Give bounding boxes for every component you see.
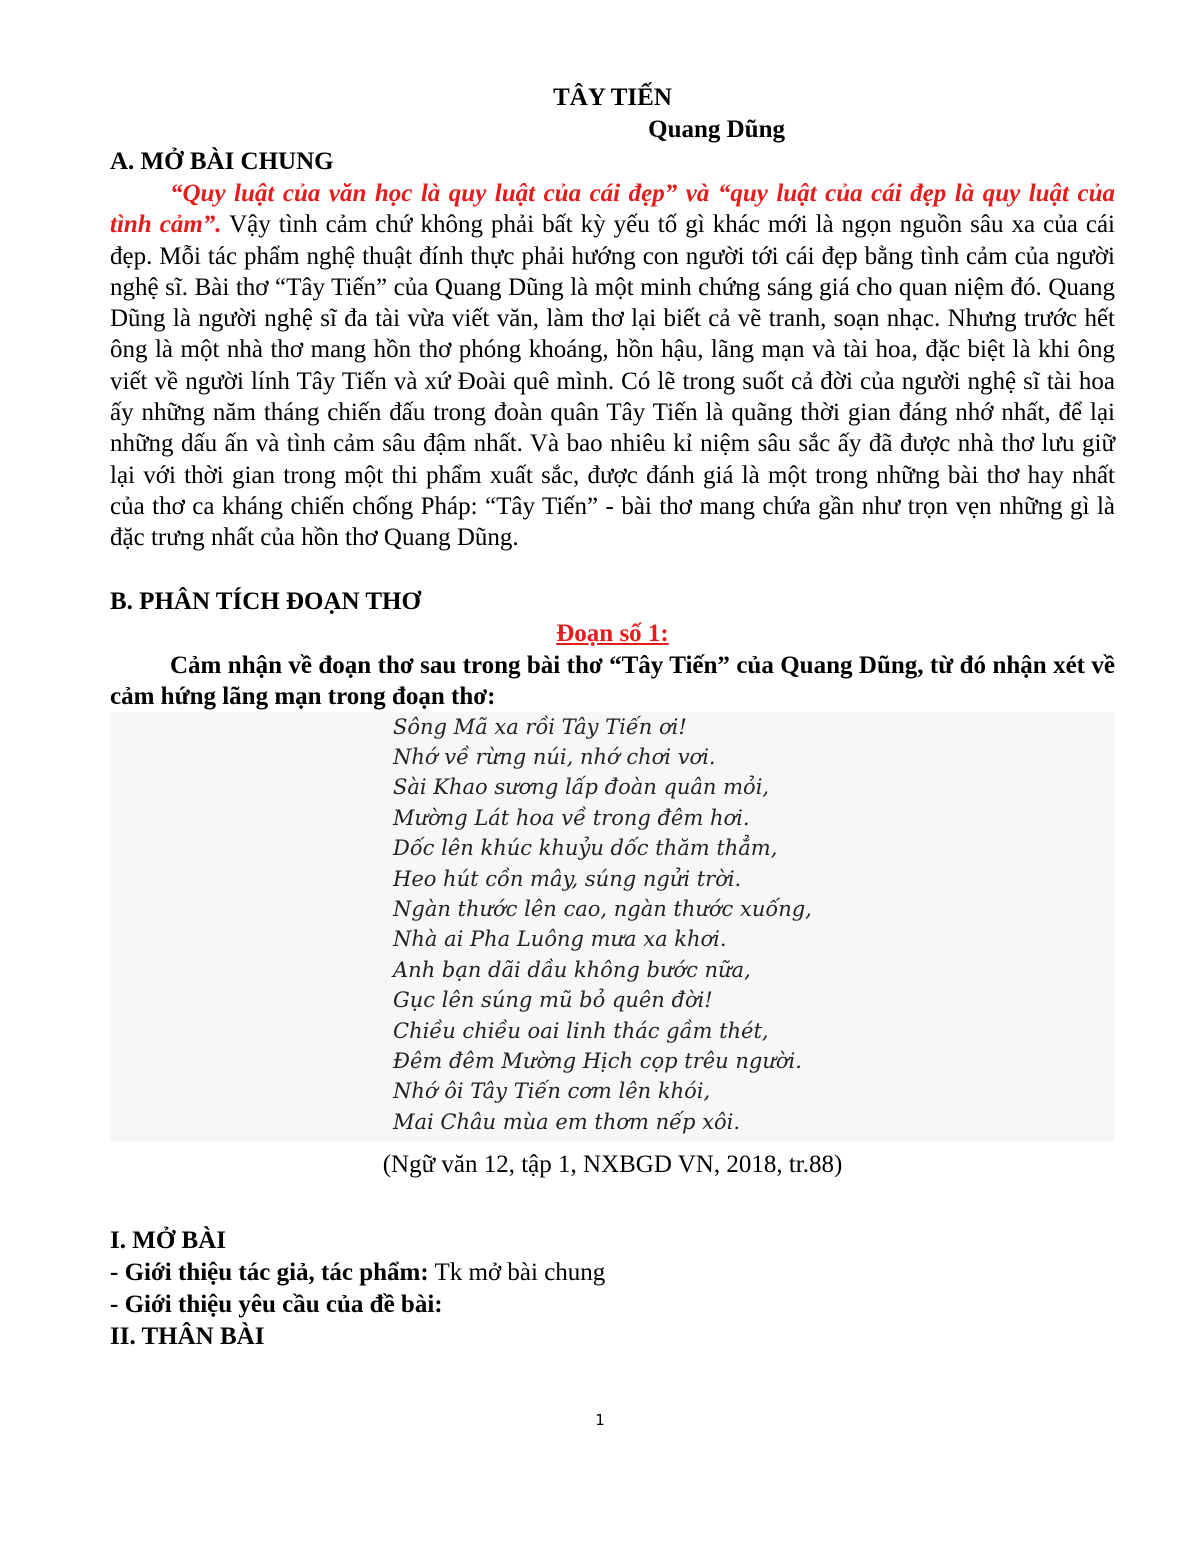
document-page	[110, 82, 1115, 1353]
section-a-paragraph	[110, 178, 1115, 554]
poem-line: Sài Khao sương lấp đoàn quân mỏi,	[393, 775, 770, 800]
outline-heading-i: I. MỞ BÀI	[110, 1227, 226, 1255]
outline-heading-ii: II. THÂN BÀI	[110, 1323, 265, 1351]
poem-source: (Ngữ văn 12, tập 1, NXBGD VN, 2018, tr.88)	[382, 1151, 843, 1179]
poem-line: Chiều chiều oai linh thác gầm thét,	[393, 1018, 769, 1043]
outline-item-requirements: - Giới thiệu yêu cầu của đề bài:	[110, 1291, 443, 1319]
poem-line: Dốc lên khúc khuỷu dốc thăm thẳm,	[393, 836, 778, 861]
author-name: Quang Dũng	[648, 116, 785, 143]
poem-line: Đêm đêm Mường Hịch cọp trêu người.	[393, 1049, 802, 1074]
poem-line: Mai Châu mùa em thơm nếp xôi.	[393, 1109, 741, 1134]
poem-line: Nhà ai Pha Luông mưa xa khơi.	[393, 927, 727, 952]
document-title: TÂY TIẾN	[553, 84, 672, 111]
section-a-heading: A. MỞ BÀI CHUNG	[110, 148, 334, 175]
poem-lines	[393, 712, 1115, 1138]
section-b-heading: B. PHÂN TÍCH ĐOẠN THƠ	[110, 587, 421, 615]
exam-prompt: Cảm nhận về đoạn thơ sau trong bài thơ “Tây Tiến” của Quang Dũng, từ đó nhận xét về cảm hứng lãng mạn trong đoạn thơ:	[110, 651, 1115, 710]
poem-line: Nhớ về rừng núi, nhớ chơi vơi.	[393, 744, 716, 769]
poem-line: Sông Mã xa rồi Tây Tiến ơi!	[393, 714, 687, 739]
poem-line: Anh bạn dãi dầu không bước nữa,	[393, 957, 751, 982]
poem-block	[110, 712, 1115, 1142]
doan-label: Đoạn số 1:	[556, 619, 669, 647]
poem-line: Ngàn thước lên cao, ngàn thước xuống,	[393, 897, 812, 921]
section-a-quote: “Quy luật của văn học là quy luật của cái đẹp” và “quy luật của cái đẹp là quy luật của tình cảm”.	[110, 180, 1115, 239]
poem-line: Gục lên súng mũ bỏ quên đời!	[393, 988, 713, 1013]
poem-line: Nhớ ôi Tây Tiến cơm lên khói,	[393, 1079, 711, 1104]
outline-item-label: - Giới thiệu tác giả, tác phẩm:	[110, 1259, 429, 1287]
poem-line: Mường Lát hoa về trong đêm hơi.	[393, 805, 750, 830]
poem-line: Heo hút cồn mây, súng ngửi trời.	[393, 866, 742, 891]
section-a-body: Vậy tình cảm chứ không phải bất kỳ yếu tố gì khác mới là ngọn nguồn sâu xa của cái đẹp. Mỗi tác phẩm nghệ thuật đính thực phải hướng con người tới cái đẹp bằng tình cảm của người nghệ sĩ. Bài thơ “Tây Tiến” của Quang Dũng là một minh chứng sáng giá cho quan niệm đó. Quang Dũng là người nghệ sĩ đa tài vừa viết văn, làm thơ lại biết cả vẽ tranh, soạn nhạc. Nhưng trước hết ông là một nhà thơ mang hồn thơ phóng khoáng, hồn hậu, lãng mạn và tài hoa, đặc biệt là khi ông viết về người lính Tây Tiến và xứ Đoài quê mình. Có lẽ trong suốt cả đời của người nghệ sĩ tài hoa ấy những năm tháng chiến đấu trong đoàn quân Tây Tiến là quãng thời gian đáng nhớ nhất, để lại những dấu ấn và tình cảm sâu đậm nhất. Và bao nhiêu kỉ niệm sâu sắc ấy đã được nhà thơ lưu giữ lại với thời gian trong một thi phẩm xuất sắc, được đánh giá là một trong những bài thơ hay nhất của thơ ca kháng chiến chống Pháp: “Tây Tiến” - bài thơ mang chứa gần như trọn vẹn những gì là đặc trưng nhất của hồn thơ Quang Dũng.	[110, 211, 1115, 552]
page-number: 1	[595, 1411, 605, 1429]
outline-item-author-work	[110, 1257, 1115, 1289]
outline-item-value: Tk mở bài chung	[428, 1259, 606, 1287]
